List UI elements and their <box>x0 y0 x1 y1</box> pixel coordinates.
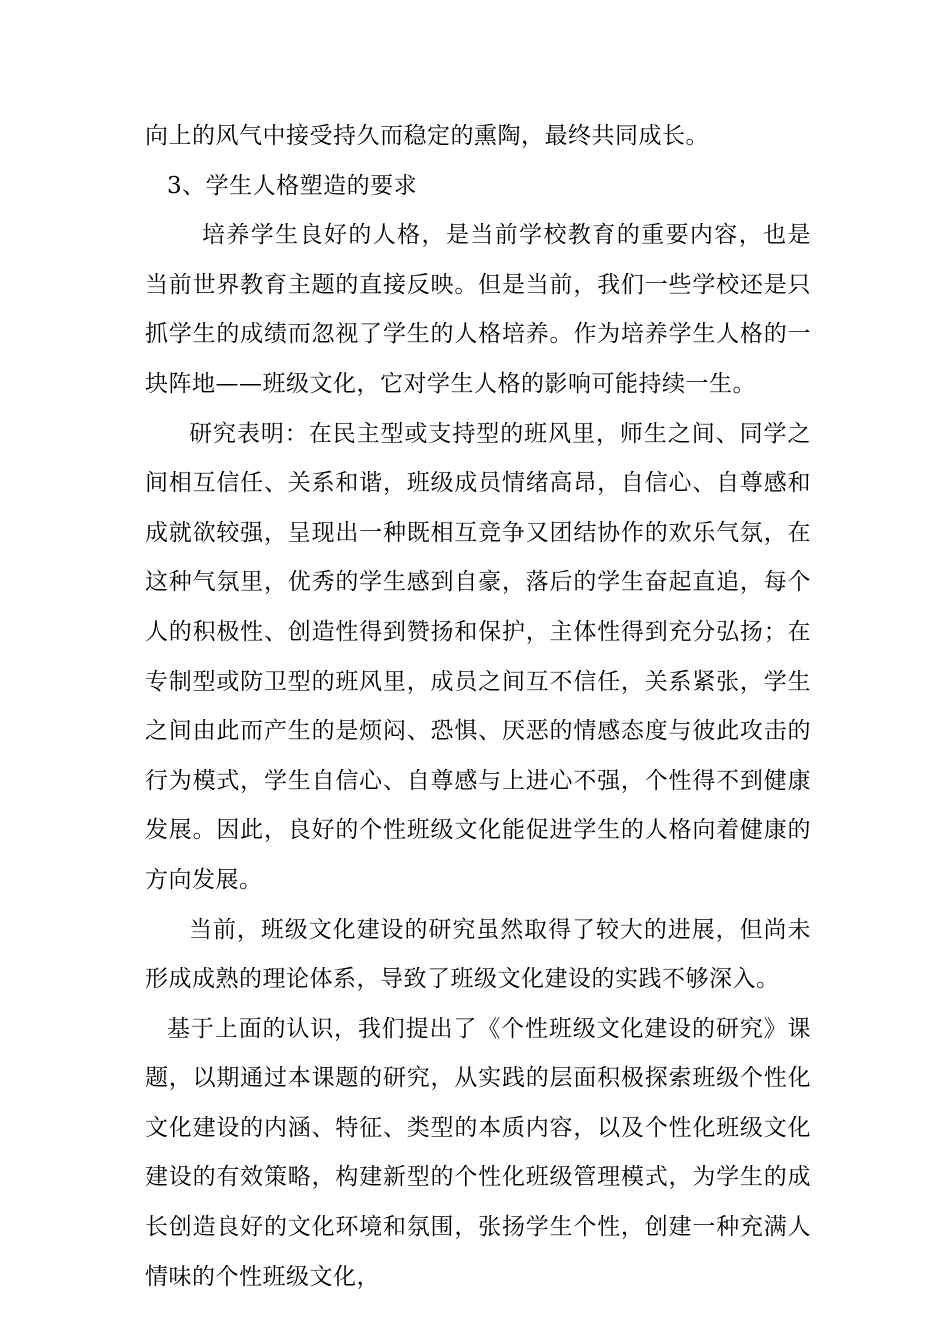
section-heading: 3、学生人格塑造的要求 <box>167 172 418 199</box>
paragraph-current-status: 当前，班级文化建设的研究虽然取得了较大的进展，但尚未形成成熟的理论体系，导致了班级文化建设的实践不够深入。 <box>145 916 811 993</box>
paragraph-project-proposal: 基于上面的认识，我们提出了《个性班级文化建设的研究》课题，以期通过本课题的研究，从实践的层面积极探索班级个性化文化建设的内涵、特征、类型的本质内容，以及个性化班级文化建设的有效策略，构建新型的个性化班级管理模式，为学生的成长创造良好的文化环境和氛围，张扬学生个性，创建一种充满人情味的个性班级文化， <box>145 1015 811 1290</box>
paragraph-research-findings: 研究表明：在民主型或支持型的班风里，师生之间、同学之间相互信任、关系和谐，班级成员情绪高昂，自信心、自尊感和成就欲较强，呈现出一种既相互竞争又团结协作的欢乐气氛，在这种气氛里，优秀的学生感到自豪，落后的学生奋起直追，每个人的积极性、创造性得到赞扬和保护，主体性得到充分弘扬；在专制型或防卫型的班风里，成员之间互不信任，关系紧张，学生之间由此而产生的是烦闷、恐惧、厌恶的情感态度与彼此攻击的行为模式，学生自信心、自尊感与上进心不强，个性得不到健康发展。因此，良好的个性班级文化能促进学生的人格向着健康的方向发展。 <box>145 420 811 893</box>
paragraph-personality-cultivation: 培养学生良好的人格，是当前学校教育的重要内容，也是当前世界教育主题的直接反映。但是当前，我们一些学校还是只抓学生的成绩而忽视了学生的人格培养。作为培养学生人格的一块阵地——班级文化，它对学生人格的影响可能持续一生。 <box>145 222 811 397</box>
document-body <box>145 112 811 1302</box>
paragraph-continuation: 向上的风气中接受持久而稳定的熏陶，最终共同成长。 <box>145 123 709 149</box>
